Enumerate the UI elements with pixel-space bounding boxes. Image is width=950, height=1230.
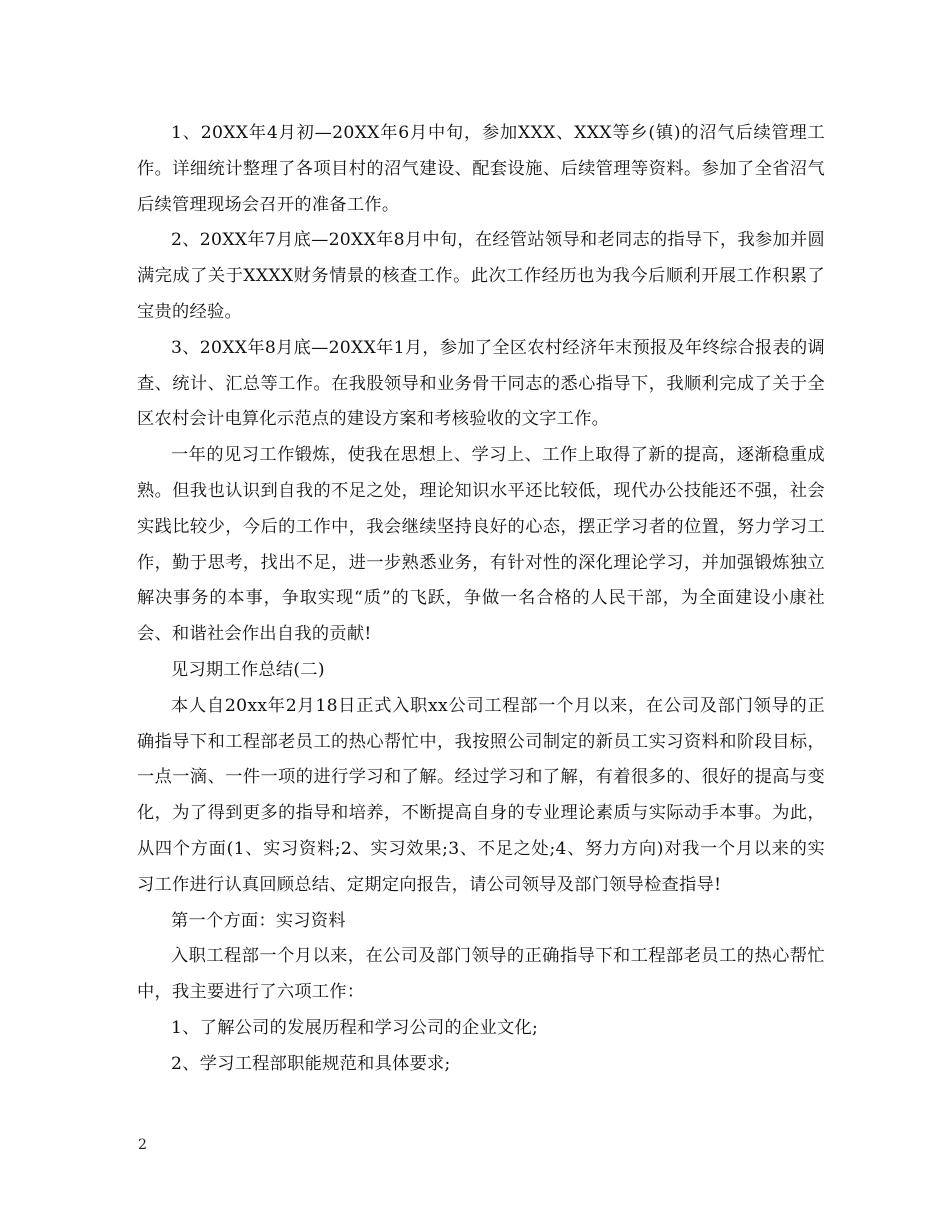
list-item-1: 1、了解公司的发展历程和学习公司的企业文化; — [171, 1017, 539, 1038]
document-body — [137, 116, 825, 1083]
list-item-2: 2、学习工程部职能规范和具体要求; — [171, 1053, 451, 1074]
section-heading: 见习期工作总结(二) — [171, 659, 325, 680]
page-number: 2 — [138, 1137, 147, 1153]
paragraph-item-1: 1、20XX年4月初—20XX年6月中旬，参加XXX、XXX等乡(镇)的沼气后续管理工作。详细统计整理了各项目村的沼气建设、配套设施、后续管理等资料。参加了全省沼气后续管理现场会召开的准备工作。 — [137, 123, 825, 215]
paragraph-item-2: 2、20XX年7月底—20XX年8月中旬，在经管站领导和老同志的指导下，我参加并圆满完成了关于XXXX财务情景的核查工作。此次工作经历也为我今后顺利开展工作积累了宝贵的经验。 — [137, 230, 825, 322]
paragraph-intro: 本人自20xx年2月18日正式入职xx公司工程部一个月以来，在公司及部门领导的正确指导下和工程部老员工的热心帮忙中，我按照公司制定的新员工实习资料和阶段目标，一点一滴、一件一项的进行学习和了解。经过学习和了解，有着很多的、很好的提高与变化，为了得到更多的指导和培养，不断提高自身的专业理论素质与实际动手本事。为此，从四个方面(1、实习资料;2、实习效果;3、不足之处;4、努力方向)对我一个月以来的实习工作进行认真回顾总结、定期定向报告，请公司领导及部门领导检查指导! — [137, 695, 825, 895]
subsection-heading: 第一个方面：实习资料 — [171, 910, 346, 931]
paragraph-work-overview: 入职工程部一个月以来，在公司及部门领导的正确指导下和工程部老员工的热心帮忙中，我主要进行了六项工作： — [137, 946, 825, 1003]
paragraph-summary: 一年的见习工作锻炼，使我在思想上、学习上、工作上取得了新的提高，逐渐稳重成熟。但我也认识到自我的不足之处，理论知识水平还比较低，现代办公技能还不强，社会实践比较少，今后的工作中，我会继续坚持良好的心态，摆正学习者的位置，努力学习工作，勤于思考，找出不足，进一步熟悉业务，有针对性的深化理论学习，并加强锻炼独立解决事务的本事，争取实现“质”的飞跃，争做一名合格的人民干部，为全面建设小康社会、和谐社会作出自我的贡献! — [137, 445, 825, 645]
paragraph-item-3: 3、20XX年8月底—20XX年1月，参加了全区农村经济年末预报及年终综合报表的调查、统计、汇总等工作。在我股领导和业务骨干同志的悉心指导下，我顺利完成了关于全区农村会计电算化示范点的建设方案和考核验收的文字工作。 — [137, 337, 825, 430]
